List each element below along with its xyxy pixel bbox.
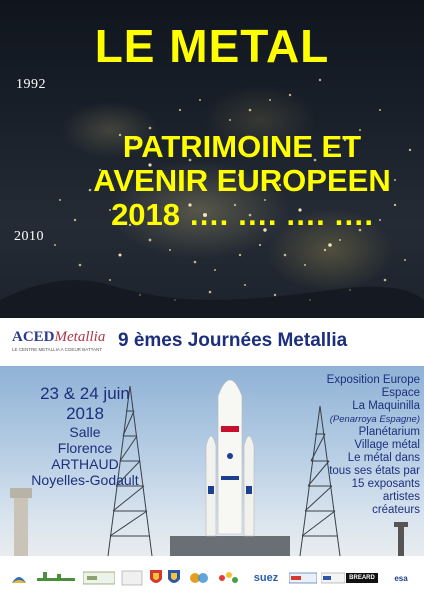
year-1992-label: 1992 — [16, 77, 46, 92]
logo-metallia-text: Metallia — [54, 329, 106, 345]
program-list — [292, 374, 420, 517]
sponsor-crest-2 — [166, 568, 182, 588]
venue-line-3: ARTHAUD — [51, 456, 119, 472]
sponsor-logo-3 — [120, 568, 144, 588]
year-2010-label: 2010 — [14, 229, 44, 244]
esa-label: esa — [394, 573, 408, 583]
program-line-9: 15 exposants — [351, 478, 420, 490]
ariane-rocket — [206, 380, 254, 536]
program-line-4: (Penarroya Espagne) — [329, 414, 420, 425]
event-year: 2018 — [66, 404, 104, 423]
sponsor-logo-region — [8, 568, 30, 588]
water-tower — [10, 488, 32, 556]
sponsor-crest-1 — [148, 568, 164, 588]
poster-subtitle — [60, 130, 424, 232]
program-line-8: tous ses états par — [329, 465, 420, 477]
sponsor-logo-4 — [186, 568, 212, 588]
program-line-1: Exposition Europe — [326, 374, 420, 386]
program-line-6: Village métal — [354, 439, 420, 451]
launch-pad — [170, 536, 290, 556]
sponsor-logo-agglo — [36, 568, 76, 588]
event-date-venue — [30, 384, 140, 488]
program-line-3: La Maquinilla — [352, 400, 420, 412]
rocket-panel — [0, 366, 424, 556]
program-line-10: artistes — [382, 491, 420, 503]
venue-city: Noyelles-Godault — [31, 472, 139, 488]
antenna-mast — [398, 526, 404, 556]
subtitle-line-3: 2018 …. …. …. …. — [111, 197, 373, 232]
program-line-5: Planétarium — [358, 426, 420, 438]
sponsor-logo-breard — [348, 568, 376, 588]
logo-aced-text: ACED — [12, 329, 55, 345]
sponsor-logos — [0, 556, 424, 600]
program-line-7: Le métal dans — [347, 452, 420, 464]
edition-title: 9 èmes Journées Metallia — [118, 330, 348, 351]
subtitle-line-1: PATRIMOINE ET — [122, 129, 362, 164]
sponsor-logo-credit — [288, 568, 318, 588]
edition-band — [0, 318, 424, 366]
breard-label: BREARD — [346, 573, 378, 583]
program-line-11: créateurs — [372, 504, 420, 516]
venue-line-2: Florence — [57, 440, 113, 456]
venue-line-1: Salle — [69, 424, 101, 440]
sponsor-logo-esa — [384, 568, 418, 588]
event-dates: 23 & 24 juin — [40, 384, 130, 403]
subtitle-line-2: AVENIR EUROPEEN — [93, 163, 391, 198]
program-line-2: Espace — [381, 387, 420, 399]
sponsor-logo-2 — [82, 568, 116, 588]
sponsor-logo-suez: suez — [253, 572, 279, 584]
logo-tagline: LE CENTRE METALLIA A COEUR BATTANT — [12, 347, 103, 352]
sponsor-logo-5 — [214, 568, 242, 588]
sponsor-logo-6 — [320, 568, 346, 588]
aced-metallia-logo — [12, 328, 108, 360]
poster-title: LE METAL — [94, 20, 330, 72]
